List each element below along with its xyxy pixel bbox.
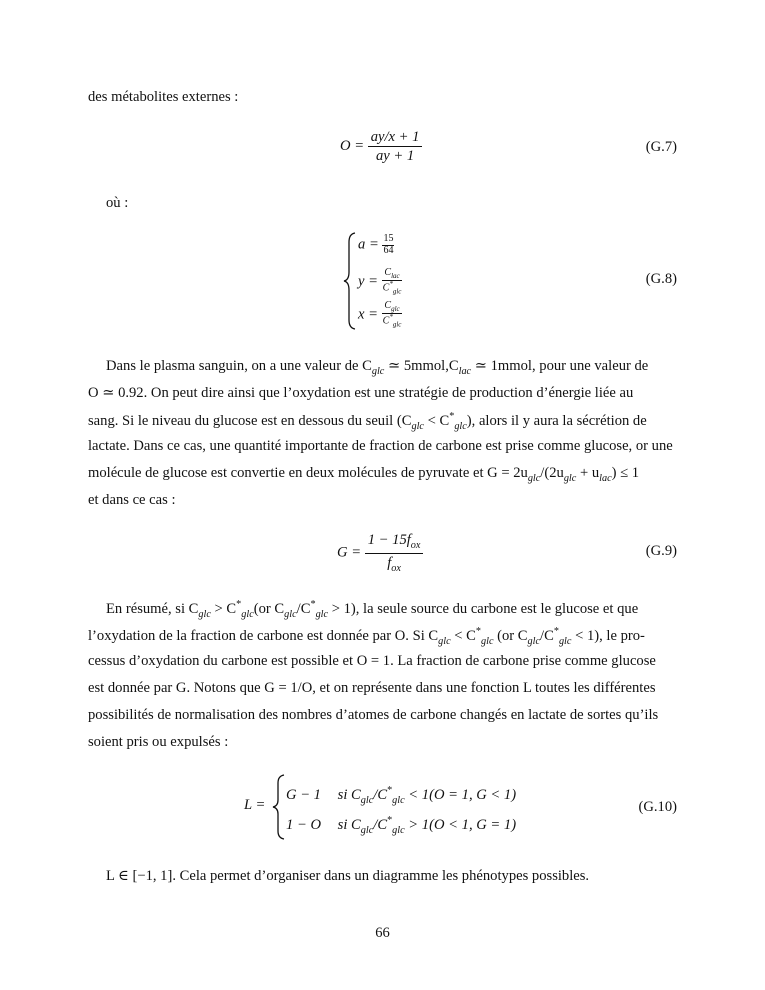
eq8-case-x <box>358 301 402 329</box>
eq8-a-fraction <box>382 234 394 256</box>
p1-t14: glc <box>527 472 541 484</box>
para2-line3: cessus d’oxydation du carbone est possible et O = 1. La fraction de carbone prise comme glucose <box>88 653 656 669</box>
eq8-x-lhs: x = <box>358 306 378 323</box>
p1-t13: molécule de glucose est convertie en deux molécules de pyruvate et G = 2u <box>88 465 528 481</box>
page-number: 66 <box>375 925 390 941</box>
eq7-numerator: ay/x + 1 <box>368 128 423 147</box>
intro-text: des métabolites externes : <box>88 89 239 105</box>
p2-l1j: glc <box>315 608 329 620</box>
p1-t18: lac <box>599 472 612 484</box>
p2-l1e: glc <box>241 608 254 620</box>
eq9-tag: (G.9) <box>645 543 677 559</box>
p1-t16: glc <box>563 472 577 484</box>
eq8-tag: (G.8) <box>645 271 677 287</box>
para1-line4: lactate. Dans ce cas, une quantité importante de fraction de carbone est prise comme glucose, or une <box>88 438 673 454</box>
p2-l1i: * <box>310 599 316 610</box>
p1-t9: * <box>449 411 455 422</box>
eq9-den: f <box>387 554 392 571</box>
p1-t4: ≃ 1mmol, pour une valeur de <box>471 358 649 374</box>
eq8-y-den-sub: glc <box>392 287 402 296</box>
eq8-x-den-sub: glc <box>392 320 402 329</box>
p1-t3: lac <box>458 365 472 377</box>
eq10-c2-b: glc <box>360 824 374 836</box>
para1-line6: et dans ce cas : <box>88 492 176 508</box>
p2-l2g: glc <box>527 635 541 647</box>
para2-line2 <box>88 626 645 647</box>
eq8-y-fraction <box>382 268 403 296</box>
p1-t10: glc <box>454 420 467 432</box>
eq8-a-num: 15 <box>383 233 394 244</box>
eq8-y-den-sup: * <box>389 280 393 289</box>
eq10-c1-e: glc <box>392 794 405 806</box>
p2-l1a: En résumé, si C <box>106 600 199 617</box>
eq10-c1-c: /C <box>373 786 388 803</box>
eq7-lhs: O = <box>340 138 365 155</box>
p1-t11: ), alors il y aura la sécrétion de <box>466 412 647 429</box>
p1-t7: glc <box>411 420 424 432</box>
p2-l2i: * <box>553 626 559 637</box>
para1-line5 <box>88 465 639 484</box>
p2-l1g: glc <box>284 608 297 620</box>
para1-line1 <box>106 357 648 377</box>
para2-line5: possibilités de normalisation des nombres d’atomes de carbone changés en lactate de sortes qu’ils <box>88 707 659 723</box>
p2-l2a: l’oxydation de la fraction de carbone est donnée par O. Si C <box>88 627 439 644</box>
p2-l1d: * <box>236 599 242 610</box>
eq7-denominator: ay + 1 <box>375 148 415 165</box>
p1-t1: glc <box>371 365 385 377</box>
p2-l2h: /C <box>540 627 554 644</box>
p2-l2b: glc <box>438 635 451 647</box>
equation-g9 <box>337 531 423 575</box>
eq8-x-fraction <box>382 301 403 329</box>
ou-text: où : <box>106 195 129 211</box>
eq10-case1 <box>286 785 516 806</box>
p1-t2: ≃ 5mmol,C <box>384 358 459 374</box>
p2-l2k: < 1), le pro- <box>571 627 645 644</box>
eq9-fraction <box>365 531 424 575</box>
eq8-a-lhs: a = <box>358 236 379 253</box>
eq8-x-den: C <box>382 315 390 327</box>
p2-l2j: glc <box>558 635 572 647</box>
para2-line1 <box>106 599 638 620</box>
eq10-c2-e: glc <box>392 824 405 836</box>
eq10-c1-val: G − 1 <box>286 786 321 803</box>
eq9-num: 1 − 15f <box>367 532 411 548</box>
eq9-num-sub: ox <box>410 539 421 551</box>
p2-l1h: /C <box>296 600 311 617</box>
p1-t6: sang. Si le niveau du glucose est en dessous du seuil (C <box>88 412 412 429</box>
para1-line2: O ≃ 0.92. On peut dire ainsi que l’oxydation est une stratégie de production d’énergie liée au <box>88 385 634 401</box>
p2-l2d: * <box>475 626 481 637</box>
p1-t19: ) ≤ 1 <box>611 465 640 481</box>
p2-l1k: > 1), la seule source du carbone est le glucose et que <box>328 600 639 617</box>
eq8-a-den: 64 <box>383 244 394 256</box>
final-line: L ∈ [−1, 1]. Cela permet d’organiser dans un diagramme les phénotypes possibles. <box>106 868 590 884</box>
p2-l2c: < C <box>450 627 476 644</box>
p1-t8: < C <box>423 412 450 429</box>
p2-l1c: > C <box>210 600 237 617</box>
para2-line6: soient pris ou expulsés : <box>88 734 229 750</box>
eq10-c1-b: glc <box>360 794 374 806</box>
eq10-c2-val: 1 − O <box>286 816 321 833</box>
eq10-c1-a: si C <box>337 786 361 803</box>
p1-t15: /(2u <box>540 465 564 481</box>
p1-t17: + u <box>576 465 600 481</box>
eq9-den-sub: ox <box>391 562 401 574</box>
eq10-c2-a: si C <box>337 816 361 833</box>
eq10-c2-c: /C <box>373 816 388 833</box>
eq10-c2-d: * <box>387 815 393 826</box>
eq10-c2-f: > 1(O < 1, G = 1) <box>404 816 517 833</box>
eq8-y-den: C <box>382 282 390 294</box>
eq10-lhs: L = <box>244 797 266 813</box>
para2-line4: est donnée par G. Notons que G = 1/O, et on représente dans une fonction L toutes les différentes <box>88 680 656 696</box>
eq7-fraction <box>368 128 423 165</box>
eq8-y-num: C <box>384 267 392 278</box>
p2-l1b: glc <box>198 608 211 620</box>
eq8-left-brace <box>343 232 357 330</box>
eq10-c1-d: * <box>387 785 393 796</box>
equation-g7 <box>340 128 422 168</box>
p1-t0: Dans le plasma sanguin, on a une valeur de C <box>106 358 372 374</box>
eq8-y-num-sub: lac <box>391 272 400 280</box>
eq8-y-lhs: y = <box>358 273 378 290</box>
eq7-tag: (G.7) <box>645 139 677 155</box>
eq8-x-num-sub: glc <box>391 305 400 313</box>
eq8-x-den-sup: * <box>389 313 393 322</box>
eq8-case-y <box>358 268 402 296</box>
para1-line3 <box>88 411 647 432</box>
p2-l2f: (or C <box>493 627 528 644</box>
eq10-tag: (G.10) <box>638 799 677 815</box>
eq10-left-brace <box>272 774 286 840</box>
eq8-x-num: C <box>384 300 392 311</box>
eq9-lhs: G = <box>337 544 362 561</box>
eq8-case-a <box>358 234 394 256</box>
p2-l1f: (or C <box>253 600 285 617</box>
eq10-c1-f: < 1(O = 1, G < 1) <box>404 786 517 803</box>
p2-l2e: glc <box>481 635 494 647</box>
eq10-case2 <box>286 815 516 836</box>
